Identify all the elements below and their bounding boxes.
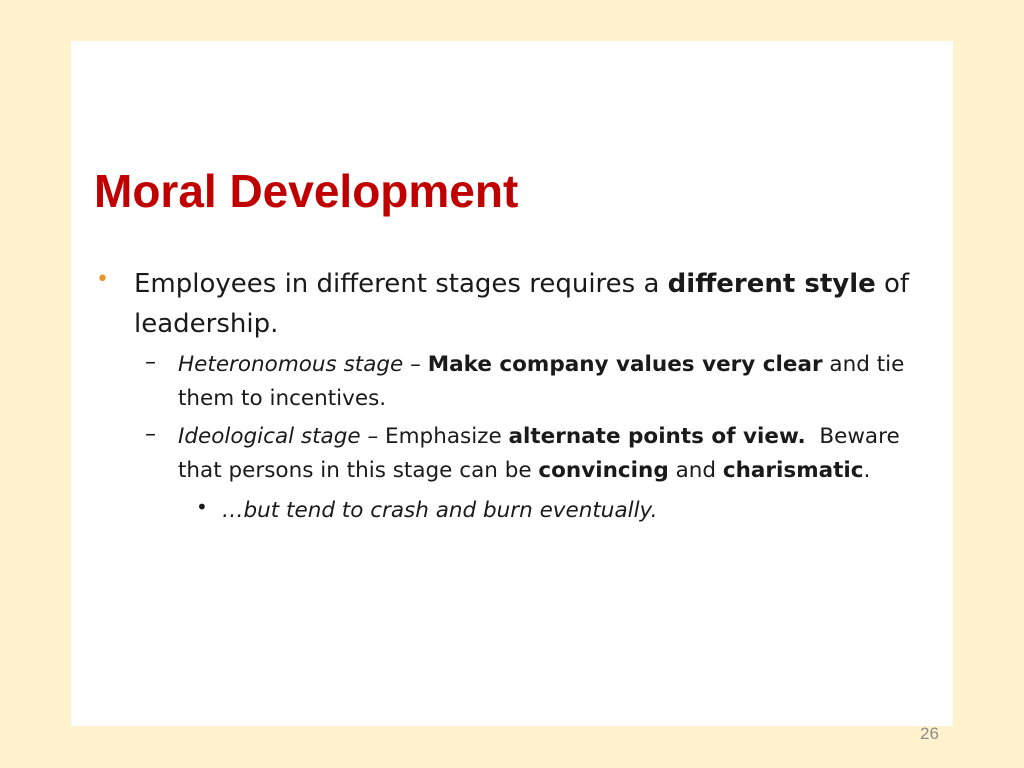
sub-2-text-c: .	[863, 458, 871, 483]
dash-icon: –	[145, 422, 156, 447]
page-number: 26	[920, 724, 939, 743]
sub-1-text: and tie them to incentives.	[178, 352, 905, 411]
sub-bullet-heteronomous	[145, 348, 921, 416]
sub-2-text-b: and	[668, 458, 723, 483]
sub-2-text-a: Beware that persons in this stage can be	[178, 424, 907, 483]
bullet-item-1	[96, 264, 921, 344]
sub-sub-bullet	[196, 494, 921, 528]
sub-1-separator: –	[403, 352, 428, 377]
stage-name-ideological: Ideological stage	[178, 424, 361, 449]
stage-name-heteronomous: Heteronomous stage	[178, 352, 404, 377]
slide-title: Moral Development	[94, 165, 519, 217]
sub-2-bold-b: convincing	[538, 458, 669, 483]
sub-3-text: …but tend to crash and burn eventually.	[222, 498, 658, 523]
sub-bullet-ideological	[145, 420, 921, 488]
bullet-1-text-b: of leadership.	[134, 269, 910, 339]
sub-2-bold-c: charismatic	[722, 458, 864, 483]
bullet-1-bold: different style	[667, 269, 876, 299]
sub-1-bold: Make company values very clear	[427, 352, 823, 377]
dash-icon: –	[145, 350, 156, 375]
bullet-dot-icon: •	[96, 267, 109, 292]
slide-body	[96, 264, 921, 528]
bullet-1-text-a: Employees in different stages requires a	[134, 269, 668, 299]
sub-2-bold-a: alternate points of view.	[508, 424, 806, 449]
sub-2-separator: – Emphasize	[360, 424, 509, 449]
small-bullet-icon: •	[196, 495, 208, 519]
